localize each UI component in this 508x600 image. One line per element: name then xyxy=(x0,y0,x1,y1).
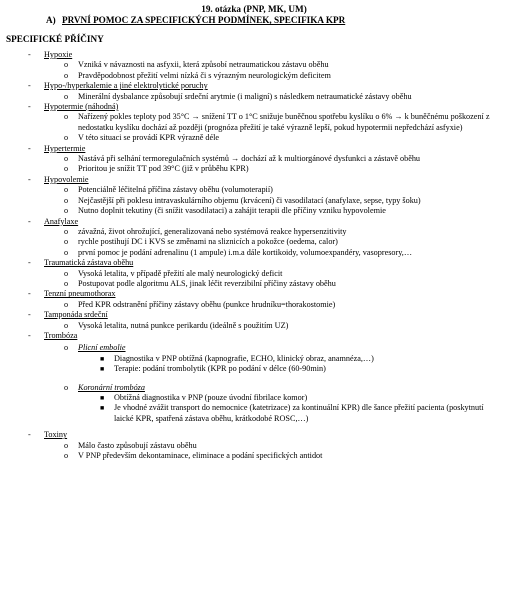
bullet-text: V PNP především dekontaminace, eliminace a podání specifických antidot xyxy=(78,451,323,461)
sub-bullet-text: Terapie: podání trombolytik (KPR po podání v délce (60-90min) xyxy=(114,364,326,374)
bullet-item xyxy=(6,269,502,279)
dash-marker: - xyxy=(28,174,31,184)
dash-marker: - xyxy=(28,216,31,226)
circle-bullet-marker: o xyxy=(64,320,69,330)
circle-bullet-marker: o xyxy=(64,112,69,122)
sub-bullet-item xyxy=(6,393,502,403)
spacer xyxy=(6,375,502,381)
bullet-item xyxy=(6,206,502,216)
cause-item xyxy=(6,217,502,227)
cause-item xyxy=(6,50,502,60)
bullet-text: Nastává při selhání termoregulačních systémů → dochází až k multiorgánové dysfunkci a zástavě oběhu xyxy=(78,154,421,164)
dash-marker: - xyxy=(28,289,31,299)
causes-list xyxy=(6,50,502,331)
circle-bullet-marker: o xyxy=(64,133,69,143)
cause-title: Trombóza xyxy=(44,330,78,340)
sub-bullet-item xyxy=(6,364,502,374)
cause-title: Tenzní pneumothorax xyxy=(44,289,116,299)
sub-bullet-text: Obtížná diagnostika v PNP (pouze úvodní fibrilace komor) xyxy=(114,393,308,402)
cause-title: Hypo-/hyperkalemie a jiné elektrolytické poruchy xyxy=(44,81,208,91)
cause-title: Tamponáda srdeční xyxy=(44,310,108,320)
section-title-text: PRVNÍ POMOC ZA SPECIFICKÝCH PODMÍNEK, SPECIFIKA KPR xyxy=(62,15,346,25)
bullet-text: Postupovat podle algoritmu ALS, jinak léčit reverzibilní příčiny zástavy oběhu xyxy=(78,278,336,288)
toxiny-items xyxy=(6,441,502,462)
bullet-item xyxy=(6,196,502,206)
cause-item xyxy=(6,175,502,185)
bullet-item xyxy=(6,227,502,237)
bullet-item xyxy=(6,71,502,81)
bullet-item xyxy=(6,451,502,461)
circle-bullet-marker: o xyxy=(64,154,69,164)
sub-bullet-text: Diagnostika v PNP obtížná (kapnografie, ECHO, klinický obraz, anamnéza,…) xyxy=(114,353,374,363)
cause-item xyxy=(6,102,502,112)
circle-bullet-marker: o xyxy=(64,226,69,236)
cause-item xyxy=(6,144,502,154)
bullet-text: Minerální dysbalance způsobují srdeční arytmie (i maligní) s následkem netraumatické zástavy oběhu xyxy=(78,91,412,101)
dash-marker: - xyxy=(28,81,31,91)
bullet-text: Nařízený pokles teploty pod 35°C → snížení TT o 1°C snižuje buněčnou spotřebu kyslíku o 6% → k buněčnému poškození z nedostatku kyslíku dochází až později (prognóza přežití je také výrazně lepší, pokud hypotermii nepředchází asfyxie) xyxy=(78,112,490,132)
circle-bullet-marker: o xyxy=(64,164,69,174)
section-number: A) xyxy=(46,15,56,25)
bullet-item xyxy=(6,279,502,289)
question-title: 19. otázka (PNP, MK, UM) xyxy=(201,4,307,14)
square-bullet-marker: ■ xyxy=(100,404,105,413)
subtopic-title: Plicní embolie xyxy=(78,343,126,353)
bullet-item xyxy=(6,237,502,247)
dash-marker: - xyxy=(28,50,31,59)
cause-title: Anafylaxe xyxy=(44,216,79,226)
cause-trombosa xyxy=(6,331,502,341)
cause-toxiny xyxy=(6,430,502,440)
circle-bullet-marker: o xyxy=(64,60,69,70)
sub-bullet-item xyxy=(6,354,502,364)
bullet-item xyxy=(6,441,502,451)
circle-bullet-marker: o xyxy=(64,91,69,101)
bullet-text: závažná, život ohrožující, generalizovaná nebo systémová reakce hypersenzitivity xyxy=(78,226,347,236)
bullet-text: Potenciálně léčitelná příčina zástavy oběhu (volumoterapií) xyxy=(78,185,273,195)
toxiny-list xyxy=(6,430,502,461)
bullet-text: Málo často způsobují zástavu oběhu xyxy=(78,440,197,450)
dash-marker: - xyxy=(28,258,31,268)
cause-title: Toxiny xyxy=(44,430,68,440)
sub-bullet-text: Je vhodné zvážit transport do nemocnice (katetrizace) za kontinuální KPR) dle šance přežití pacienta (poskytnutí laické KPR, spatřená zástava oběhu, krátkodobé ROSC,…) xyxy=(114,403,484,423)
dash-marker: - xyxy=(28,430,31,440)
circle-bullet-marker: o xyxy=(64,299,69,309)
bullet-text: Vysoká letalita, v případě přežití ale malý neurologický deficit xyxy=(78,268,283,278)
dash-marker: - xyxy=(28,102,31,112)
circle-bullet-marker: o xyxy=(64,185,69,195)
cause-title: Hypoxie xyxy=(44,50,73,59)
bullet-text: V této situaci se provádí KPR výrazně déle xyxy=(78,133,220,143)
subtopic xyxy=(6,383,502,393)
bullet-text: Vzniká v návaznosti na asfyxii, která způsobí netraumatickou zástavu oběhu xyxy=(78,60,329,70)
bullet-item xyxy=(6,133,502,143)
dash-marker: - xyxy=(28,330,31,340)
bullet-text: Prioritou je snížit TT pod 39°C (již v průběhu KPR) xyxy=(78,164,249,174)
bullet-item xyxy=(6,60,502,70)
cause-item xyxy=(6,81,502,91)
subtopic-title: Koronární trombóza xyxy=(78,382,145,392)
circle-bullet-marker: o xyxy=(64,237,69,247)
square-bullet-marker: ■ xyxy=(100,354,105,363)
circle-bullet-marker: o xyxy=(64,268,69,278)
trombosa-subtopics xyxy=(6,343,502,430)
specific-causes-heading: SPECIFICKÉ PŘÍČINY xyxy=(6,34,104,44)
trombosa-list xyxy=(6,331,502,430)
cause-title: Hypotermie (náhodná) xyxy=(44,102,119,112)
cause-item xyxy=(6,258,502,268)
bullet-text: Před KPR odstranění příčiny zástavy oběhu (punkce hrudníku=thorakostomie) xyxy=(78,299,336,309)
cause-title: Traumatická zástava oběhu xyxy=(44,258,134,268)
bullet-item xyxy=(6,185,502,195)
circle-bullet-marker: o xyxy=(64,343,69,353)
bullet-text: Pravděpodobnost přežití velmi nízká či s výrazným neurologickým deficitem xyxy=(78,70,331,80)
bullet-text: Nutno doplnit tekutiny (či snížit vasodilataci) a zahájit terapii dle příčiny vzniku hypovolemie xyxy=(78,206,386,216)
circle-bullet-marker: o xyxy=(64,206,69,216)
cause-title: Hypovolemie xyxy=(44,174,89,184)
subtopic xyxy=(6,343,502,353)
circle-bullet-marker: o xyxy=(64,382,69,392)
bullet-text: první pomoc je podání adrenalinu (1 ampule) i.m.a dále kortikoidy, volumoexpandéry, vasopresory,… xyxy=(78,247,413,257)
circle-bullet-marker: o xyxy=(64,70,69,80)
circle-bullet-marker: o xyxy=(64,440,69,450)
circle-bullet-marker: o xyxy=(64,278,69,288)
bullet-item xyxy=(6,154,502,164)
section-title xyxy=(46,15,502,26)
circle-bullet-marker: o xyxy=(64,451,69,461)
bullet-text: rychle postihují DC i KVS se změnami na sliznicích a pokožce (oedema, calor) xyxy=(78,237,338,247)
bullet-item xyxy=(6,321,502,331)
dash-marker: - xyxy=(28,310,31,320)
bullet-text: Vysoká letalita, nutná punkce perikardu (ideálně s použitím UZ) xyxy=(78,320,289,330)
square-bullet-marker: ■ xyxy=(100,365,105,374)
cause-item xyxy=(6,310,502,320)
bullet-item xyxy=(6,164,502,174)
bullet-item xyxy=(6,248,502,258)
bullet-item xyxy=(6,92,502,102)
sub-bullet-item xyxy=(6,403,502,424)
bullet-text: Nejčastější při poklesu intravaskulárního objemu (krvácení) či vasodilatací (anafylaxe, sepse, typy šoku) xyxy=(78,195,421,205)
cause-item xyxy=(6,289,502,299)
cause-title: Hypertermie xyxy=(44,143,86,153)
circle-bullet-marker: o xyxy=(64,195,69,205)
bullet-item xyxy=(6,112,502,133)
dash-marker: - xyxy=(28,143,31,153)
square-bullet-marker: ■ xyxy=(100,394,105,402)
circle-bullet-marker: o xyxy=(64,247,69,257)
bullet-item xyxy=(6,300,502,310)
